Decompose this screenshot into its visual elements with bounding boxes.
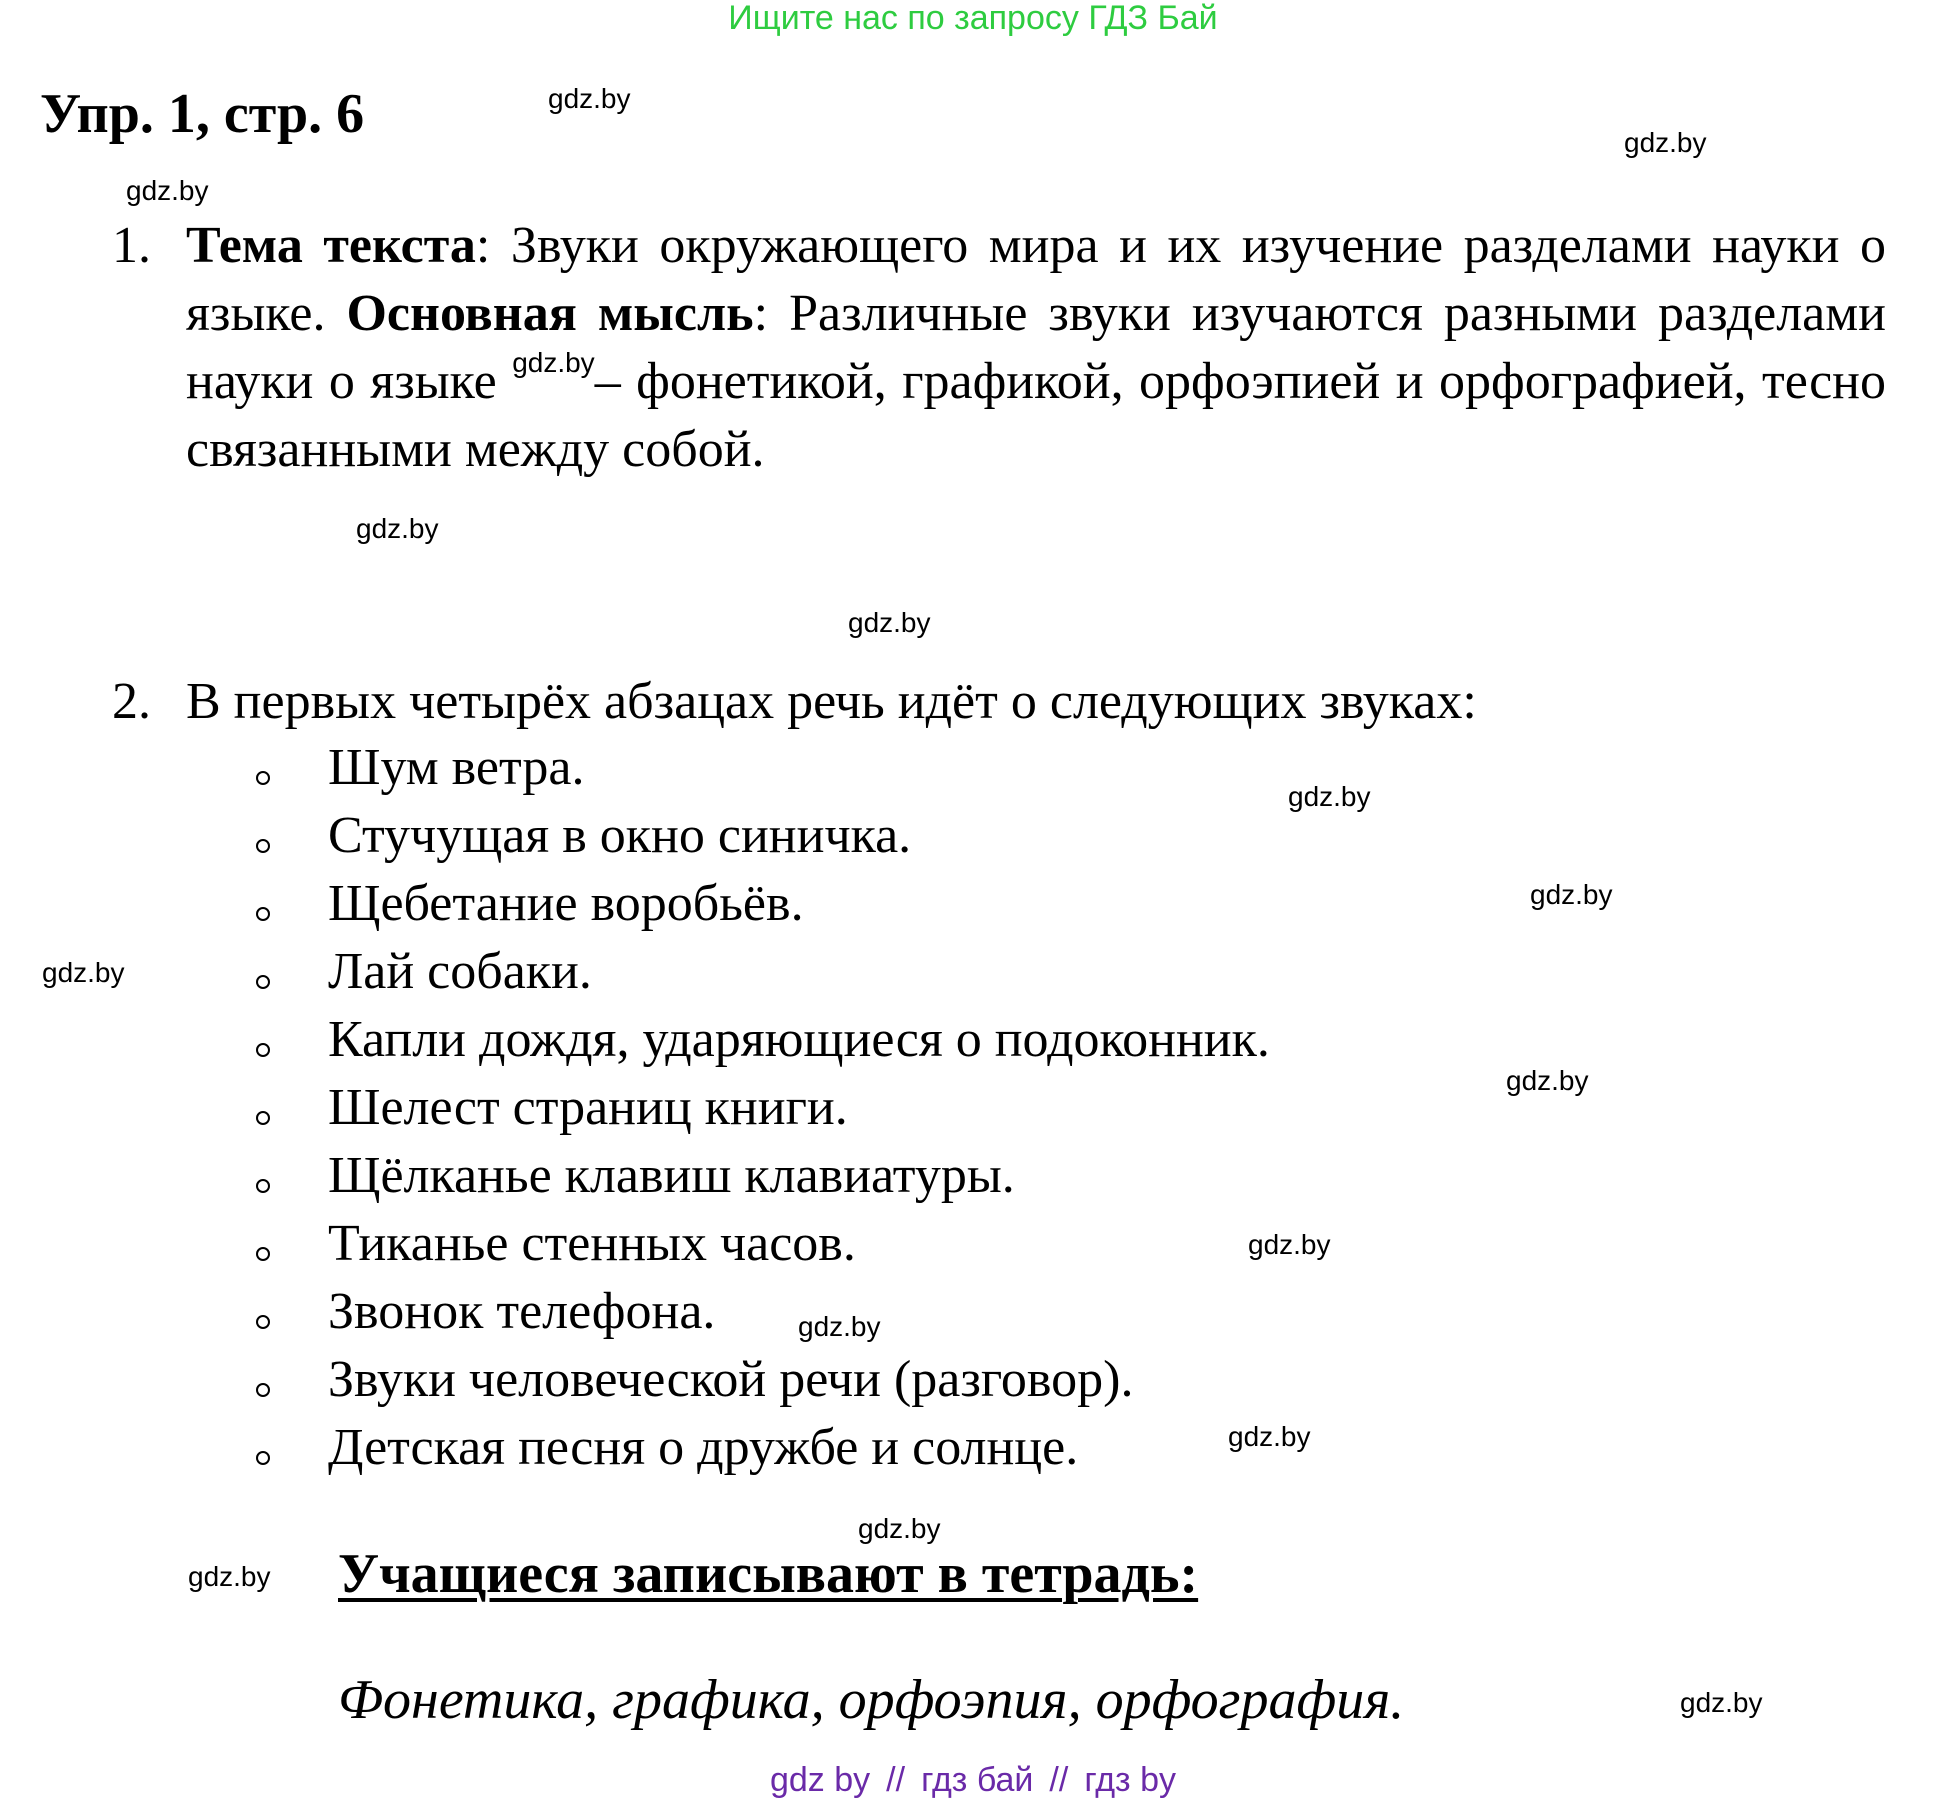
footer-link-gdz-bai[interactable]: гдз бай — [921, 1761, 1034, 1799]
list-item-text: Стучущая в окно синичка. — [328, 807, 912, 864]
list-item-text: Шелест страниц книги. — [328, 1079, 848, 1136]
watermark: gdz.by — [1506, 1065, 1589, 1096]
footer-separator: // — [886, 1761, 906, 1799]
list-item-text: Звуки человеческой речи (разговор). — [328, 1351, 1134, 1408]
watermark: gdz.by — [548, 83, 631, 114]
item1-paragraph — [186, 212, 1886, 484]
list-item — [256, 1074, 1270, 1142]
notebook-title: Учащиеся записывают в тетрадь: — [338, 1543, 1199, 1605]
footer-link-gdz-by-cyr[interactable]: гдз by — [1084, 1761, 1176, 1799]
watermark: gdz.by — [1624, 127, 1707, 158]
item-number: 2. — [112, 673, 151, 730]
watermark: gdz.by — [1288, 781, 1371, 812]
idea-label: Основная мысль — [346, 285, 754, 342]
list-item — [256, 1006, 1270, 1074]
item2-intro: В первых четырёх абзацах речь идёт о следующих звуках: — [186, 673, 1477, 730]
list-item-text: Капли дождя, ударяющиеся о подоконник. — [328, 1011, 1270, 1068]
watermark: gdz.by — [1248, 1229, 1331, 1260]
notebook-text: Фонетика, графика, орфоэпия, орфография. — [338, 1669, 1405, 1731]
watermark: gdz.by — [1680, 1687, 1763, 1718]
topic-text: : Звуки окружающего мира и их изучение разделами науки о языке. — [186, 217, 1886, 342]
watermark: gdz.by — [848, 607, 931, 638]
sounds-list — [256, 734, 1270, 1482]
item-number: 1. — [112, 217, 151, 274]
bullet-icon — [256, 771, 270, 785]
list-item-text: Щёлканье клавиш клавиатуры. — [328, 1147, 1015, 1204]
watermark: gdz.by — [1530, 879, 1613, 910]
footer-separator: // — [1049, 1761, 1069, 1799]
bullet-icon — [256, 1451, 270, 1465]
bullet-icon — [256, 1111, 270, 1125]
list-item — [256, 1346, 1270, 1414]
watermark: gdz.by — [356, 513, 439, 544]
list-item — [256, 1278, 1270, 1346]
bullet-icon — [256, 907, 270, 921]
idea-dash: – — [594, 353, 621, 410]
idea-text-continued: фонетикой, графикой, орфоэпией и орфографией, тесно связанными между собой. — [186, 353, 1886, 478]
bullet-icon — [256, 1383, 270, 1397]
list-item — [256, 802, 1270, 870]
watermark: gdz.by — [42, 957, 125, 988]
footer-links — [0, 1762, 1946, 1798]
watermark: gdz.by — [512, 347, 595, 378]
bullet-icon — [256, 1247, 270, 1261]
list-item — [256, 1414, 1270, 1482]
watermark: gdz.by — [858, 1513, 941, 1544]
watermark: gdz.by — [126, 175, 209, 206]
bullet-icon — [256, 839, 270, 853]
exercise-heading: Упр. 1, стр. 6 — [40, 83, 365, 145]
list-item — [256, 938, 1270, 1006]
list-item — [256, 1142, 1270, 1210]
bullet-icon — [256, 975, 270, 989]
list-item — [256, 870, 1270, 938]
bullet-icon — [256, 1043, 270, 1057]
bullet-icon — [256, 1179, 270, 1193]
list-item-text: Лай собаки. — [328, 943, 592, 1000]
idea-text: : Различные звуки изучаются разными разделами науки о языке — [186, 285, 1886, 410]
watermark: gdz.by — [1228, 1421, 1311, 1452]
list-item-text: Детская песня о дружбе и солнце. — [328, 1419, 1079, 1476]
list-item-text: Шум ветра. — [328, 739, 585, 796]
topic-label: Тема текста — [186, 217, 476, 274]
list-item-text: Звонок телефона. — [328, 1283, 716, 1340]
top-banner: Ищите нас по запросу ГДЗ Бай — [728, 0, 1218, 37]
list-item — [256, 1210, 1270, 1278]
watermark: gdz.by — [798, 1311, 881, 1342]
bullet-icon — [256, 1315, 270, 1329]
list-item-text: Тиканье стенных часов. — [328, 1215, 856, 1272]
list-item-text: Щебетание воробьёв. — [328, 875, 804, 932]
watermark: gdz.by — [188, 1561, 271, 1592]
list-item — [256, 734, 1270, 802]
footer-link-gdz-by[interactable]: gdz by — [769, 1761, 871, 1799]
